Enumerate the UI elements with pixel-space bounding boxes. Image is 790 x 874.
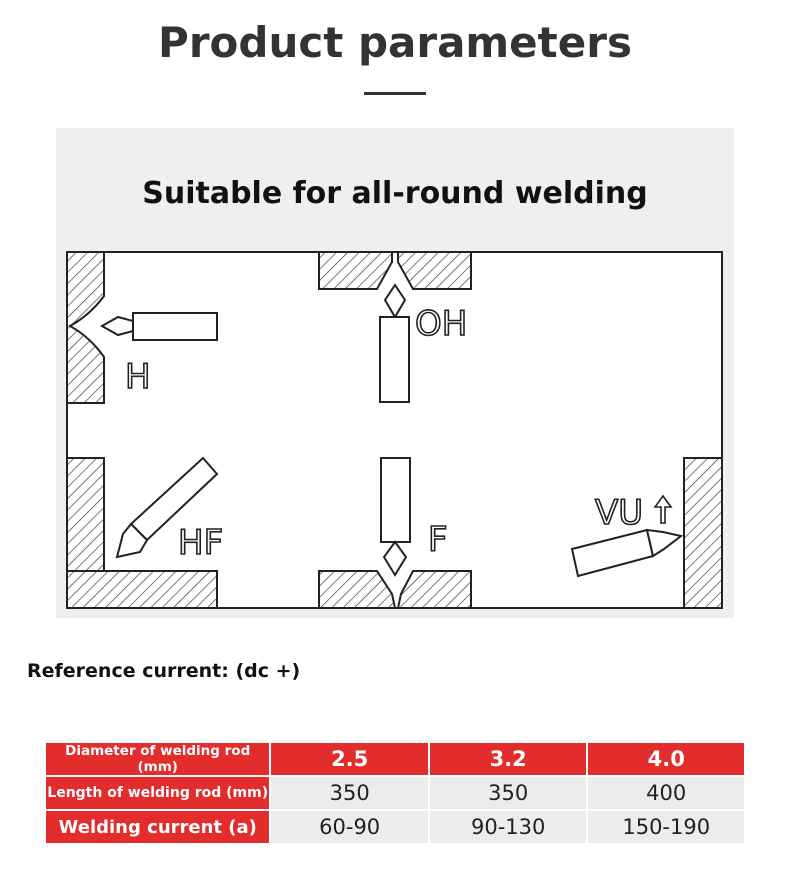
table-row xyxy=(45,742,745,776)
position-f-label: F xyxy=(428,520,448,560)
vu-plate xyxy=(684,458,722,608)
table-cell: 150-190 xyxy=(587,810,745,844)
table-row xyxy=(45,810,745,844)
table-row xyxy=(45,776,745,810)
diagram-heading: Suitable for all-round welding xyxy=(142,176,648,211)
oh-electrode xyxy=(380,317,409,402)
reference-current-label: Reference current: (dc +) xyxy=(27,660,301,682)
row-label-current: Welding current (a) xyxy=(45,810,270,844)
position-vu-label: VU xyxy=(595,493,644,533)
h-electrode xyxy=(133,313,217,340)
oh-plate-left xyxy=(319,252,392,289)
oh-plate-right xyxy=(398,252,471,289)
table-cell: 3.2 xyxy=(429,742,588,776)
page-title: Product parameters xyxy=(158,18,632,67)
position-oh-label: OH xyxy=(415,304,468,344)
position-hf-label: HF xyxy=(178,523,224,563)
hf-plate-horizontal xyxy=(67,571,217,608)
table-cell: 350 xyxy=(270,776,429,810)
table-cell: 90-130 xyxy=(429,810,588,844)
row-label-diameter: Diameter of welding rod (mm) xyxy=(45,742,270,776)
table-cell: 4.0 xyxy=(587,742,745,776)
position-h-label: H xyxy=(125,357,151,397)
table-cell: 400 xyxy=(587,776,745,810)
table-cell: 2.5 xyxy=(270,742,429,776)
parameters-table xyxy=(44,741,746,845)
table-cell: 60-90 xyxy=(270,810,429,844)
row-label-length: Length of welding rod (mm) xyxy=(45,776,270,810)
f-electrode xyxy=(381,458,410,542)
table-cell: 350 xyxy=(429,776,588,810)
